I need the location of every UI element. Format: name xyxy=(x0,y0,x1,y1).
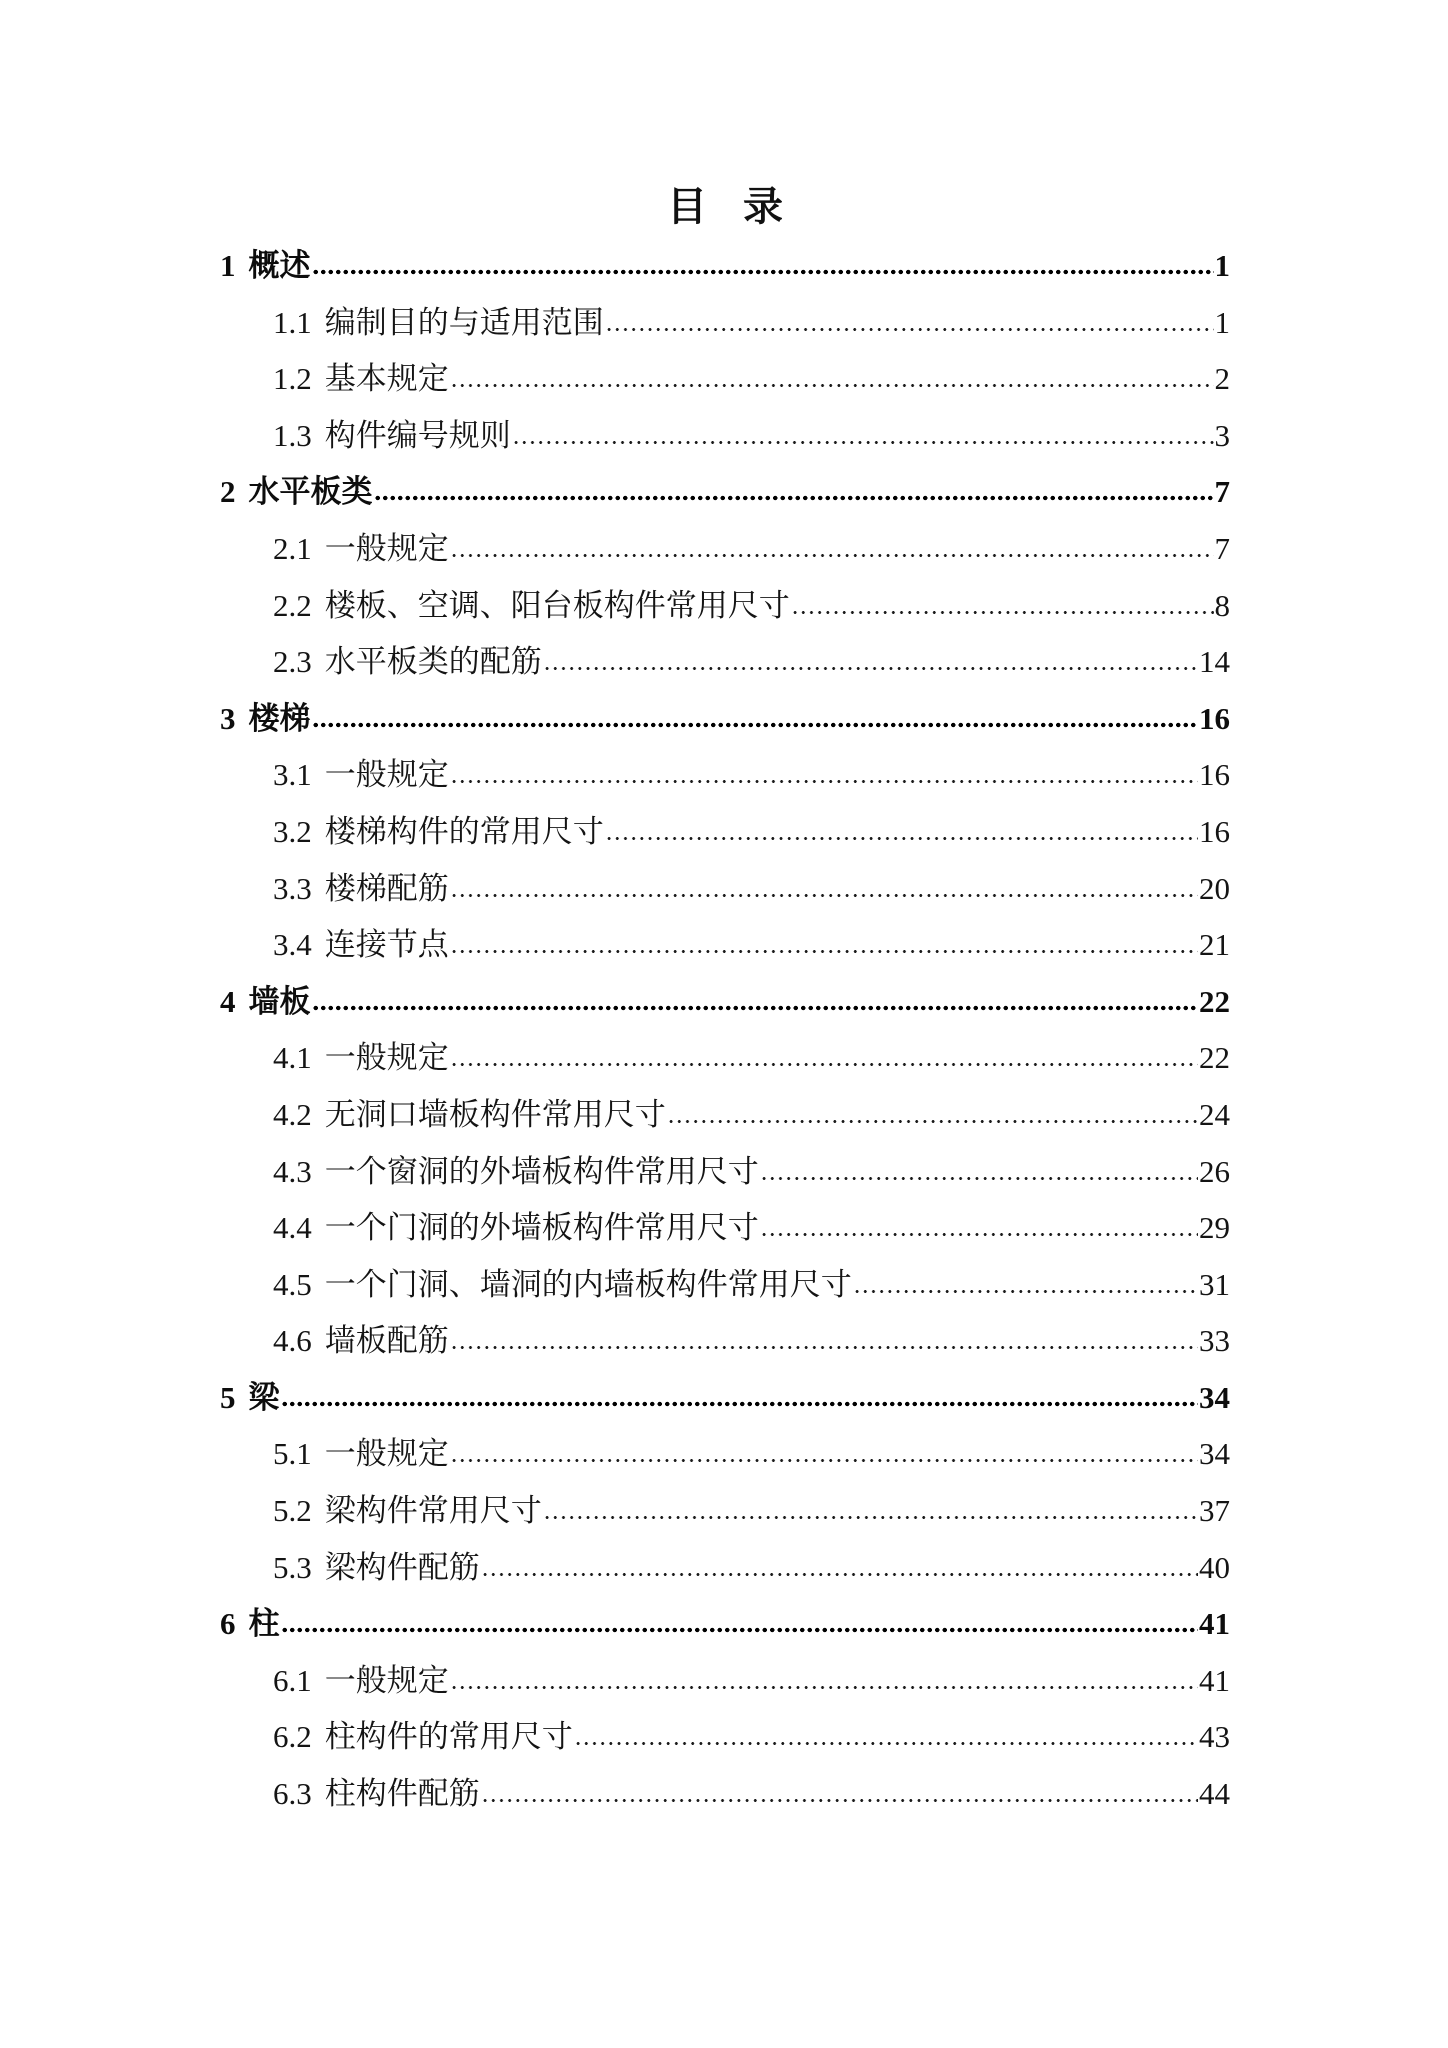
toc-entry[interactable] xyxy=(220,1087,1230,1144)
toc-entry-title: 一般规定 xyxy=(324,530,449,566)
toc-entry-number: 3 xyxy=(220,700,236,736)
toc-dot-leader xyxy=(760,1231,1198,1238)
toc-entry-number: 6 xyxy=(220,1606,236,1642)
toc-entry-title: 梁 xyxy=(248,1379,280,1415)
toc-entry-number: 6.3 xyxy=(273,1776,312,1812)
toc-entry-page: 34 xyxy=(1199,1379,1230,1415)
table-of-contents xyxy=(220,238,1230,1823)
toc-dot-leader xyxy=(853,1288,1198,1295)
toc-dot-leader xyxy=(374,494,1214,502)
toc-entry-page: 1 xyxy=(1214,304,1230,340)
toc-dot-leader xyxy=(450,1684,1198,1691)
toc-entry-title: 梁构件配筋 xyxy=(324,1549,480,1585)
toc-entry-title: 一般规定 xyxy=(324,757,449,793)
toc-entry[interactable] xyxy=(220,1313,1230,1370)
toc-entry-page: 7 xyxy=(1214,474,1230,510)
toc-entry[interactable] xyxy=(220,1030,1230,1087)
toc-entry-page: 22 xyxy=(1199,1040,1230,1076)
toc-entry-page: 33 xyxy=(1199,1323,1230,1359)
toc-entry-title: 水平板类 xyxy=(248,474,373,510)
toc-entry-title: 连接节点 xyxy=(324,927,449,963)
toc-entry[interactable] xyxy=(220,1766,1230,1823)
toc-entry-number: 4.6 xyxy=(273,1323,312,1359)
toc-entry-page: 21 xyxy=(1199,927,1230,963)
toc-entry-page: 16 xyxy=(1199,813,1230,849)
toc-entry-number: 1.2 xyxy=(273,361,312,397)
toc-entry-page: 41 xyxy=(1199,1606,1230,1642)
toc-entry[interactable] xyxy=(220,1200,1230,1257)
toc-entry-title: 水平板类的配筋 xyxy=(324,644,542,680)
toc-entry-title: 梁构件常用尺寸 xyxy=(324,1493,542,1529)
toc-entry-title: 楼梯配筋 xyxy=(324,870,449,906)
toc-entry-page: 34 xyxy=(1199,1436,1230,1472)
toc-entry-title: 无洞口墙板构件常用尺寸 xyxy=(324,1096,666,1132)
toc-dot-leader xyxy=(791,609,1214,616)
toc-entry[interactable] xyxy=(220,1426,1230,1483)
toc-dot-leader xyxy=(281,1626,1199,1634)
toc-entry[interactable] xyxy=(220,521,1230,578)
toc-entry-page: 22 xyxy=(1199,983,1230,1019)
toc-entry-title: 墙板 xyxy=(248,983,311,1019)
toc-entry-title: 一般规定 xyxy=(324,1436,449,1472)
toc-entry[interactable] xyxy=(220,351,1230,408)
toc-dot-leader xyxy=(512,439,1214,446)
toc-entry-page: 16 xyxy=(1199,700,1230,736)
toc-entry[interactable] xyxy=(220,238,1230,295)
toc-entry[interactable] xyxy=(220,1540,1230,1597)
toc-dot-leader xyxy=(481,1571,1198,1578)
toc-entry-number: 4.1 xyxy=(273,1040,312,1076)
toc-entry-title: 基本规定 xyxy=(324,361,449,397)
toc-entry-title: 一般规定 xyxy=(324,1662,449,1698)
toc-dot-leader xyxy=(312,1004,1199,1012)
toc-entry-page: 24 xyxy=(1199,1096,1230,1132)
toc-entry-page: 40 xyxy=(1199,1549,1230,1585)
toc-entry[interactable] xyxy=(220,691,1230,748)
toc-entry-title: 一个门洞、墙洞的内墙板构件常用尺寸 xyxy=(324,1266,852,1302)
toc-dot-leader xyxy=(450,892,1198,899)
toc-entry-title: 柱构件配筋 xyxy=(324,1776,480,1812)
toc-entry[interactable] xyxy=(220,295,1230,352)
toc-entry-title: 楼梯 xyxy=(248,700,311,736)
toc-entry-number: 5 xyxy=(220,1379,236,1415)
toc-entry-page: 7 xyxy=(1214,530,1230,566)
toc-dot-leader xyxy=(760,1175,1198,1182)
toc-dot-leader xyxy=(450,1344,1198,1351)
toc-dot-leader xyxy=(667,1118,1198,1125)
toc-entry-number: 1.3 xyxy=(273,417,312,453)
toc-entry-page: 16 xyxy=(1199,757,1230,793)
toc-entry-number: 4.5 xyxy=(273,1266,312,1302)
toc-entry-title: 楼梯构件的常用尺寸 xyxy=(324,813,604,849)
toc-dot-leader xyxy=(543,665,1198,672)
toc-entry-page: 20 xyxy=(1199,870,1230,906)
toc-entry[interactable] xyxy=(220,1596,1230,1653)
toc-entry[interactable] xyxy=(220,1483,1230,1540)
toc-entry-number: 4 xyxy=(220,983,236,1019)
toc-entry-number: 4.2 xyxy=(273,1096,312,1132)
toc-dot-leader xyxy=(574,1740,1198,1747)
toc-entry-number: 5.2 xyxy=(273,1493,312,1529)
toc-entry-number: 2.2 xyxy=(273,587,312,623)
toc-entry-page: 31 xyxy=(1199,1266,1230,1302)
toc-entry-page: 37 xyxy=(1199,1493,1230,1529)
toc-entry[interactable] xyxy=(220,578,1230,635)
toc-entry-page: 14 xyxy=(1199,644,1230,680)
toc-dot-leader xyxy=(450,1061,1198,1068)
toc-dot-leader xyxy=(543,1514,1198,1521)
toc-dot-leader xyxy=(312,721,1199,729)
toc-entry-number: 6.1 xyxy=(273,1662,312,1698)
toc-entry[interactable] xyxy=(220,1370,1230,1427)
toc-entry-page: 43 xyxy=(1199,1719,1230,1755)
toc-dot-leader xyxy=(450,948,1198,955)
toc-entry-page: 1 xyxy=(1214,248,1230,283)
toc-entry-number: 4.3 xyxy=(273,1153,312,1189)
toc-dot-leader xyxy=(450,552,1214,559)
toc-entry[interactable] xyxy=(220,861,1230,918)
toc-entry-number: 2.3 xyxy=(273,644,312,680)
toc-entry-page: 26 xyxy=(1199,1153,1230,1189)
toc-entry[interactable] xyxy=(220,917,1230,974)
toc-entry-title: 构件编号规则 xyxy=(324,417,511,453)
toc-dot-leader xyxy=(605,326,1214,333)
toc-dot-leader xyxy=(281,1400,1199,1408)
toc-entry[interactable] xyxy=(220,1709,1230,1766)
toc-entry-title: 概述 xyxy=(248,248,311,283)
toc-entry-title: 柱 xyxy=(248,1606,280,1642)
toc-dot-leader xyxy=(605,835,1198,842)
toc-entry-number: 5.1 xyxy=(273,1436,312,1472)
toc-entry[interactable] xyxy=(220,464,1230,521)
toc-entry-title: 一般规定 xyxy=(324,1040,449,1076)
toc-entry-number: 1 xyxy=(220,248,236,283)
toc-entry-page: 2 xyxy=(1214,361,1230,397)
toc-entry-title: 柱构件的常用尺寸 xyxy=(324,1719,573,1755)
toc-entry-title: 编制目的与适用范围 xyxy=(324,304,604,340)
toc-entry[interactable] xyxy=(220,974,1230,1031)
toc-entry[interactable] xyxy=(220,747,1230,804)
toc-entry-number: 1.1 xyxy=(273,304,312,340)
toc-entry-number: 5.3 xyxy=(273,1549,312,1585)
toc-entry-title: 墙板配筋 xyxy=(324,1323,449,1359)
toc-dot-leader xyxy=(481,1797,1198,1804)
toc-entry[interactable] xyxy=(220,634,1230,691)
toc-entry[interactable] xyxy=(220,408,1230,465)
toc-dot-leader xyxy=(312,268,1214,276)
toc-entry[interactable] xyxy=(220,1653,1230,1710)
toc-entry[interactable] xyxy=(220,804,1230,861)
toc-entry-number: 6.2 xyxy=(273,1719,312,1755)
toc-entry-title: 一个门洞的外墙板构件常用尺寸 xyxy=(324,1210,759,1246)
toc-dot-leader xyxy=(450,382,1214,389)
toc-entry-page: 44 xyxy=(1199,1776,1230,1812)
toc-entry-title: 一个窗洞的外墙板构件常用尺寸 xyxy=(324,1153,759,1189)
toc-entry[interactable] xyxy=(220,1257,1230,1314)
toc-entry-number: 4.4 xyxy=(273,1210,312,1246)
toc-entry-number: 2 xyxy=(220,474,236,510)
toc-entry-title: 楼板、空调、阳台板构件常用尺寸 xyxy=(324,587,790,623)
toc-entry-number: 3.4 xyxy=(273,927,312,963)
toc-entry[interactable] xyxy=(220,1144,1230,1201)
toc-dot-leader xyxy=(450,778,1198,785)
toc-entry-number: 3.2 xyxy=(273,813,312,849)
toc-entry-number: 3.1 xyxy=(273,757,312,793)
toc-dot-leader xyxy=(450,1457,1198,1464)
toc-entry-page: 41 xyxy=(1199,1662,1230,1698)
toc-entry-number: 3.3 xyxy=(273,870,312,906)
page-title: 目 录 xyxy=(667,184,783,229)
toc-entry-page: 29 xyxy=(1199,1210,1230,1246)
toc-entry-page: 8 xyxy=(1214,587,1230,623)
toc-entry-number: 2.1 xyxy=(273,530,312,566)
toc-entry-page: 3 xyxy=(1214,417,1230,453)
